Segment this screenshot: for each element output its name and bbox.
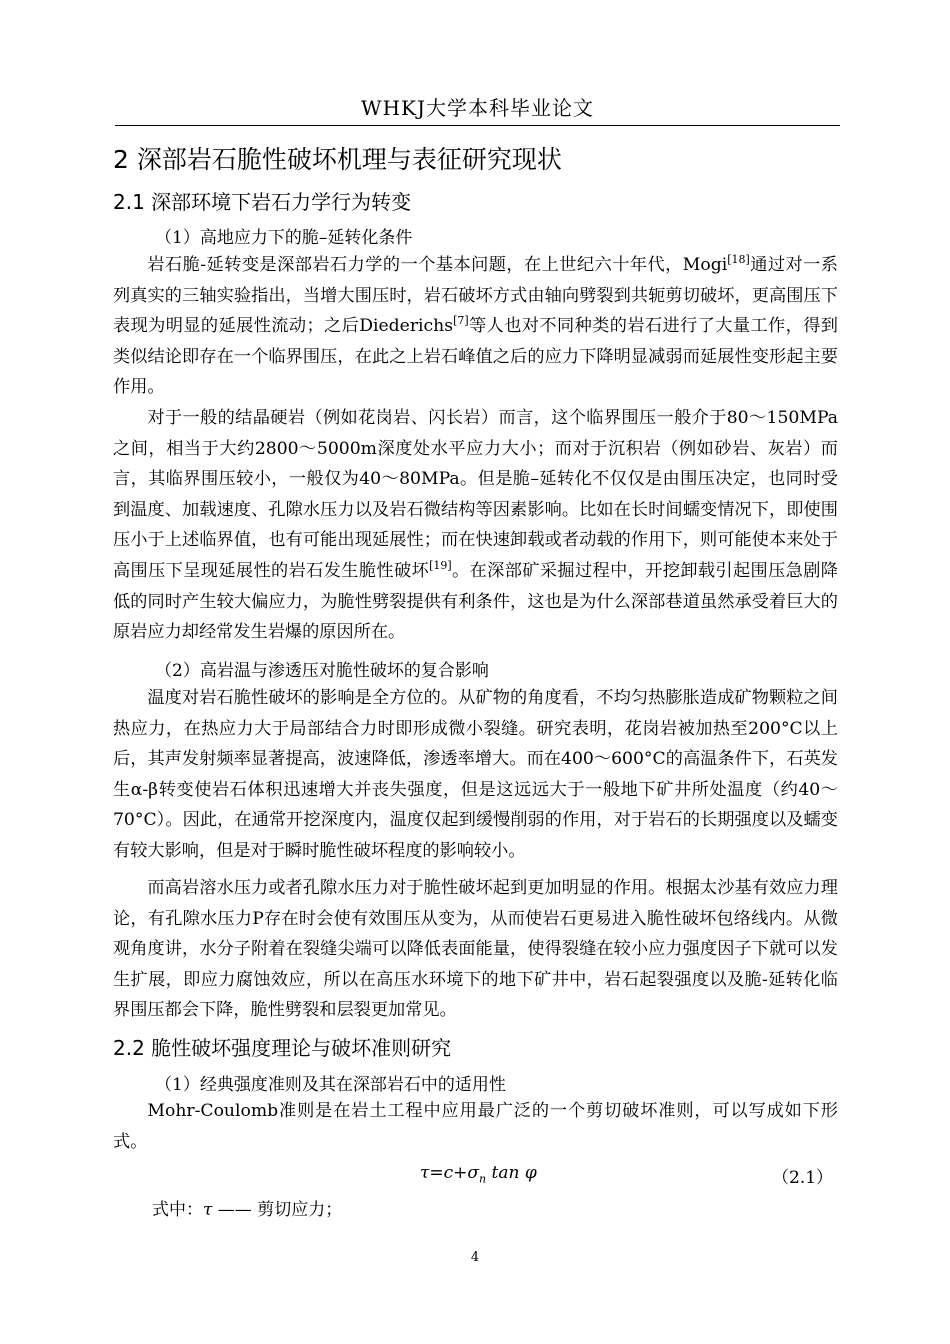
equation-2-1: $\tau=c+\sigma_n$ tan φ [420, 1163, 537, 1186]
paragraph-temperature: 温度对岩石脆性破坏的影响是全方位的。从矿物的角度看，不均匀热膨胀造成矿物颗粒之间热应力，在热应力大于局部结合力时即形成微小裂缝。研究表明，花岗岩被加热至200°C以上后，其声发射频率显著提高，波速降低，渗透率增大。而在400～600°C的高温条件下，石英发生α-β转变使岩石体积迅速增大并丧失强度，但是这远远大于一般地下矿井所处温度（约40～70°C）。因此，在通常开挖深度内，温度仅起到缓慢削弱的作用，对于岩石的长期强度以及蠕变有较大影响，但是对于瞬时脆性破坏程度的影响较小。 [113, 688, 838, 861]
chapter-title: 2 深部岩石脆性破坏机理与表征研究现状 [113, 145, 562, 174]
subheading-2-2-1: （1）经典强度准则及其在深部岩石中的适用性 [155, 1075, 506, 1095]
equation-legend: 式中：τ —— 剪切应力； [152, 1200, 343, 1220]
paragraph-brittle-ductile: 岩石脆-延转变是深部岩石力学的一个基本问题，在上世纪六十年代，Mogi[18]通过对一系列真实的三轴实验指出，当增大围压时，岩石破坏方式由轴向劈裂到共轭剪切破坏，更高围压下表现为明显的延展性流动；之后Diederichs[7]等人也对不同种类的岩石进行了大量工作，得到类似结论即存在一个临界围压，在此之上岩石峰值之后的应力下降明显减弱而延展性变形起主要作用。 [113, 253, 838, 398]
equation-number: （2.1） [772, 1168, 834, 1188]
paragraph-critical-pressure: 对于一般的结晶硬岩（例如花岗岩、闪长岩）而言，这个临界围压一般介于80～150MPa之间，相当于大约2800～5000m深度处水平应力大小；而对于沉积岩（例如砂岩、灰岩）而言，其临界围压较小，一般仅为40～80MPa。但是脆–延转化不仅仅是由围压决定，也同时受到温度、加载速度、孔隙水压力以及岩石微结构等因素影响。比如在长时间蠕变情况下，即使围压小于上述临界值，也有可能出现延展性；而在快速卸载或者动载的作用下，则可能使本来处于高围压下呈现延展性的岩石发生脆性破坏[19]。在深部矿采掘过程中，开挖卸载引起围压急剧降低的同时产生较大偏应力，为脆性劈裂提供有利条件，这也是为什么深部巷道虽然承受着巨大的原岩应力却经常发生岩爆的原因所在。 [113, 408, 838, 643]
citation: [18] [727, 253, 750, 266]
section-title-2-1: 2.1 深部环境下岩石力学行为转变 [113, 190, 412, 214]
citation: [19] [429, 558, 452, 572]
subheading-2-1-2: （2）高岩温与渗透压对脆性破坏的复合影响 [155, 661, 489, 681]
section-title-2-2: 2.2 脆性破坏强度理论与破坏准则研究 [113, 1036, 452, 1060]
subheading-2-1-1: （1）高地应力下的脆–延转化条件 [155, 228, 413, 248]
header-rule [115, 125, 840, 126]
paragraph-water-pressure: 而高岩溶水压力或者孔隙水压力对于脆性破坏起到更加明显的作用。根据太沙基有效应力理论，有孔隙水压力P存在时会使有效围压从变为，从而使岩石更易进入脆性破坏包络线内。从微观角度讲，水分子附着在裂缝尖端可以降低表面能量，使得裂缝在较小应力强度因子下就可以发生扩展，即应力腐蚀效应，所以在高压水环境下的地下矿井中，岩石起裂强度以及脆-延转化临界围压都会下降，脆性劈裂和层裂更加常见。 [113, 878, 838, 1021]
page-number: 4 [470, 1250, 480, 1265]
running-head: WHKJ大学本科毕业论文 [361, 96, 594, 120]
paragraph-mohr-coulomb: Mohr-Coulomb准则是在岩土工程中应用最广泛的一个剪切破坏准则，可以写成如下形式。 [113, 1101, 838, 1152]
citation: [7] [453, 314, 469, 328]
